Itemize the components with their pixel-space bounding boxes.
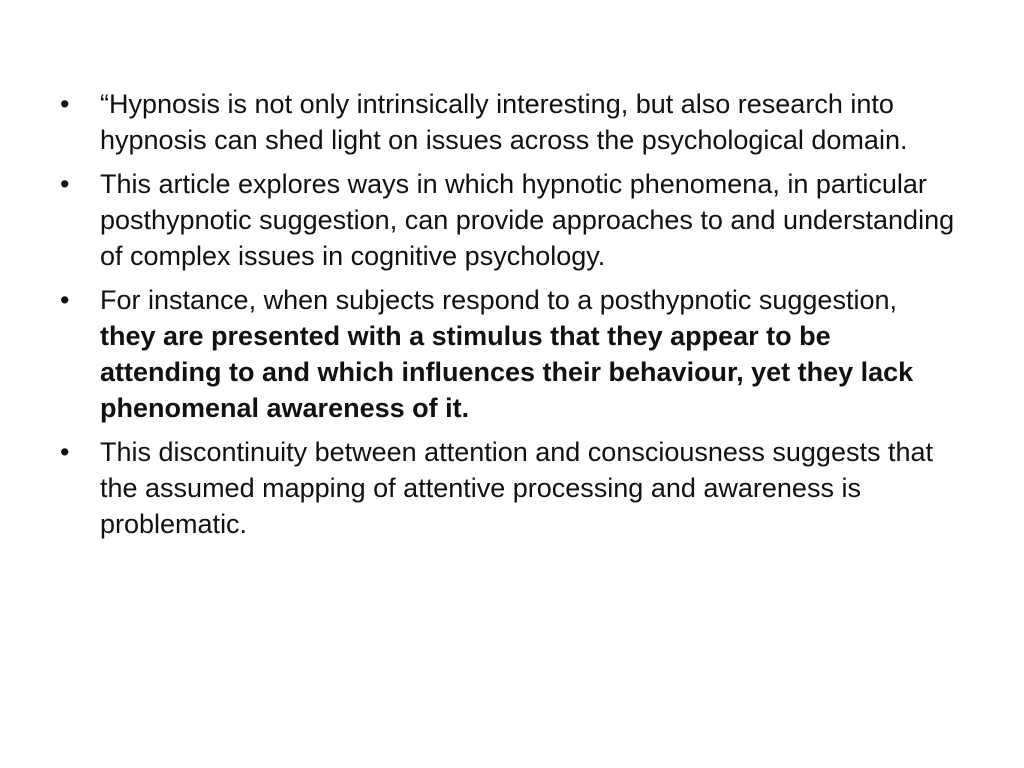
bullet-bold-text: they are presented with a stimulus that they appear to be attending to and which influences their behaviour, yet they lack phenomenal awareness of it. xyxy=(100,321,914,423)
bullet-text: This discontinuity between attention and consciousness suggests that the assumed mapping of attentive processing and awareness is problematic. xyxy=(100,437,934,539)
bullet-text: For instance, when subjects respond to a posthypnotic suggestion, xyxy=(100,285,897,315)
bullet-item-3 xyxy=(56,282,956,426)
bullet-marker: • xyxy=(60,89,70,119)
bullet-marker: • xyxy=(60,169,70,199)
bullet-marker: • xyxy=(60,437,70,467)
bullet-text: This article explores ways in which hypnotic phenomena, in particular posthypnotic suggestion, can provide approaches to and understanding of complex issues in cognitive psychology. xyxy=(100,169,955,271)
bullet-item-2 xyxy=(56,166,956,274)
bullet-item-4 xyxy=(56,434,956,542)
bullet-item-1 xyxy=(56,86,956,158)
bullet-list xyxy=(56,86,956,550)
bullet-marker: • xyxy=(60,285,70,315)
bullet-text: “Hypnosis is not only intrinsically interesting, but also research into hypnosis can shed light on issues across the psychological domain. xyxy=(100,89,908,155)
